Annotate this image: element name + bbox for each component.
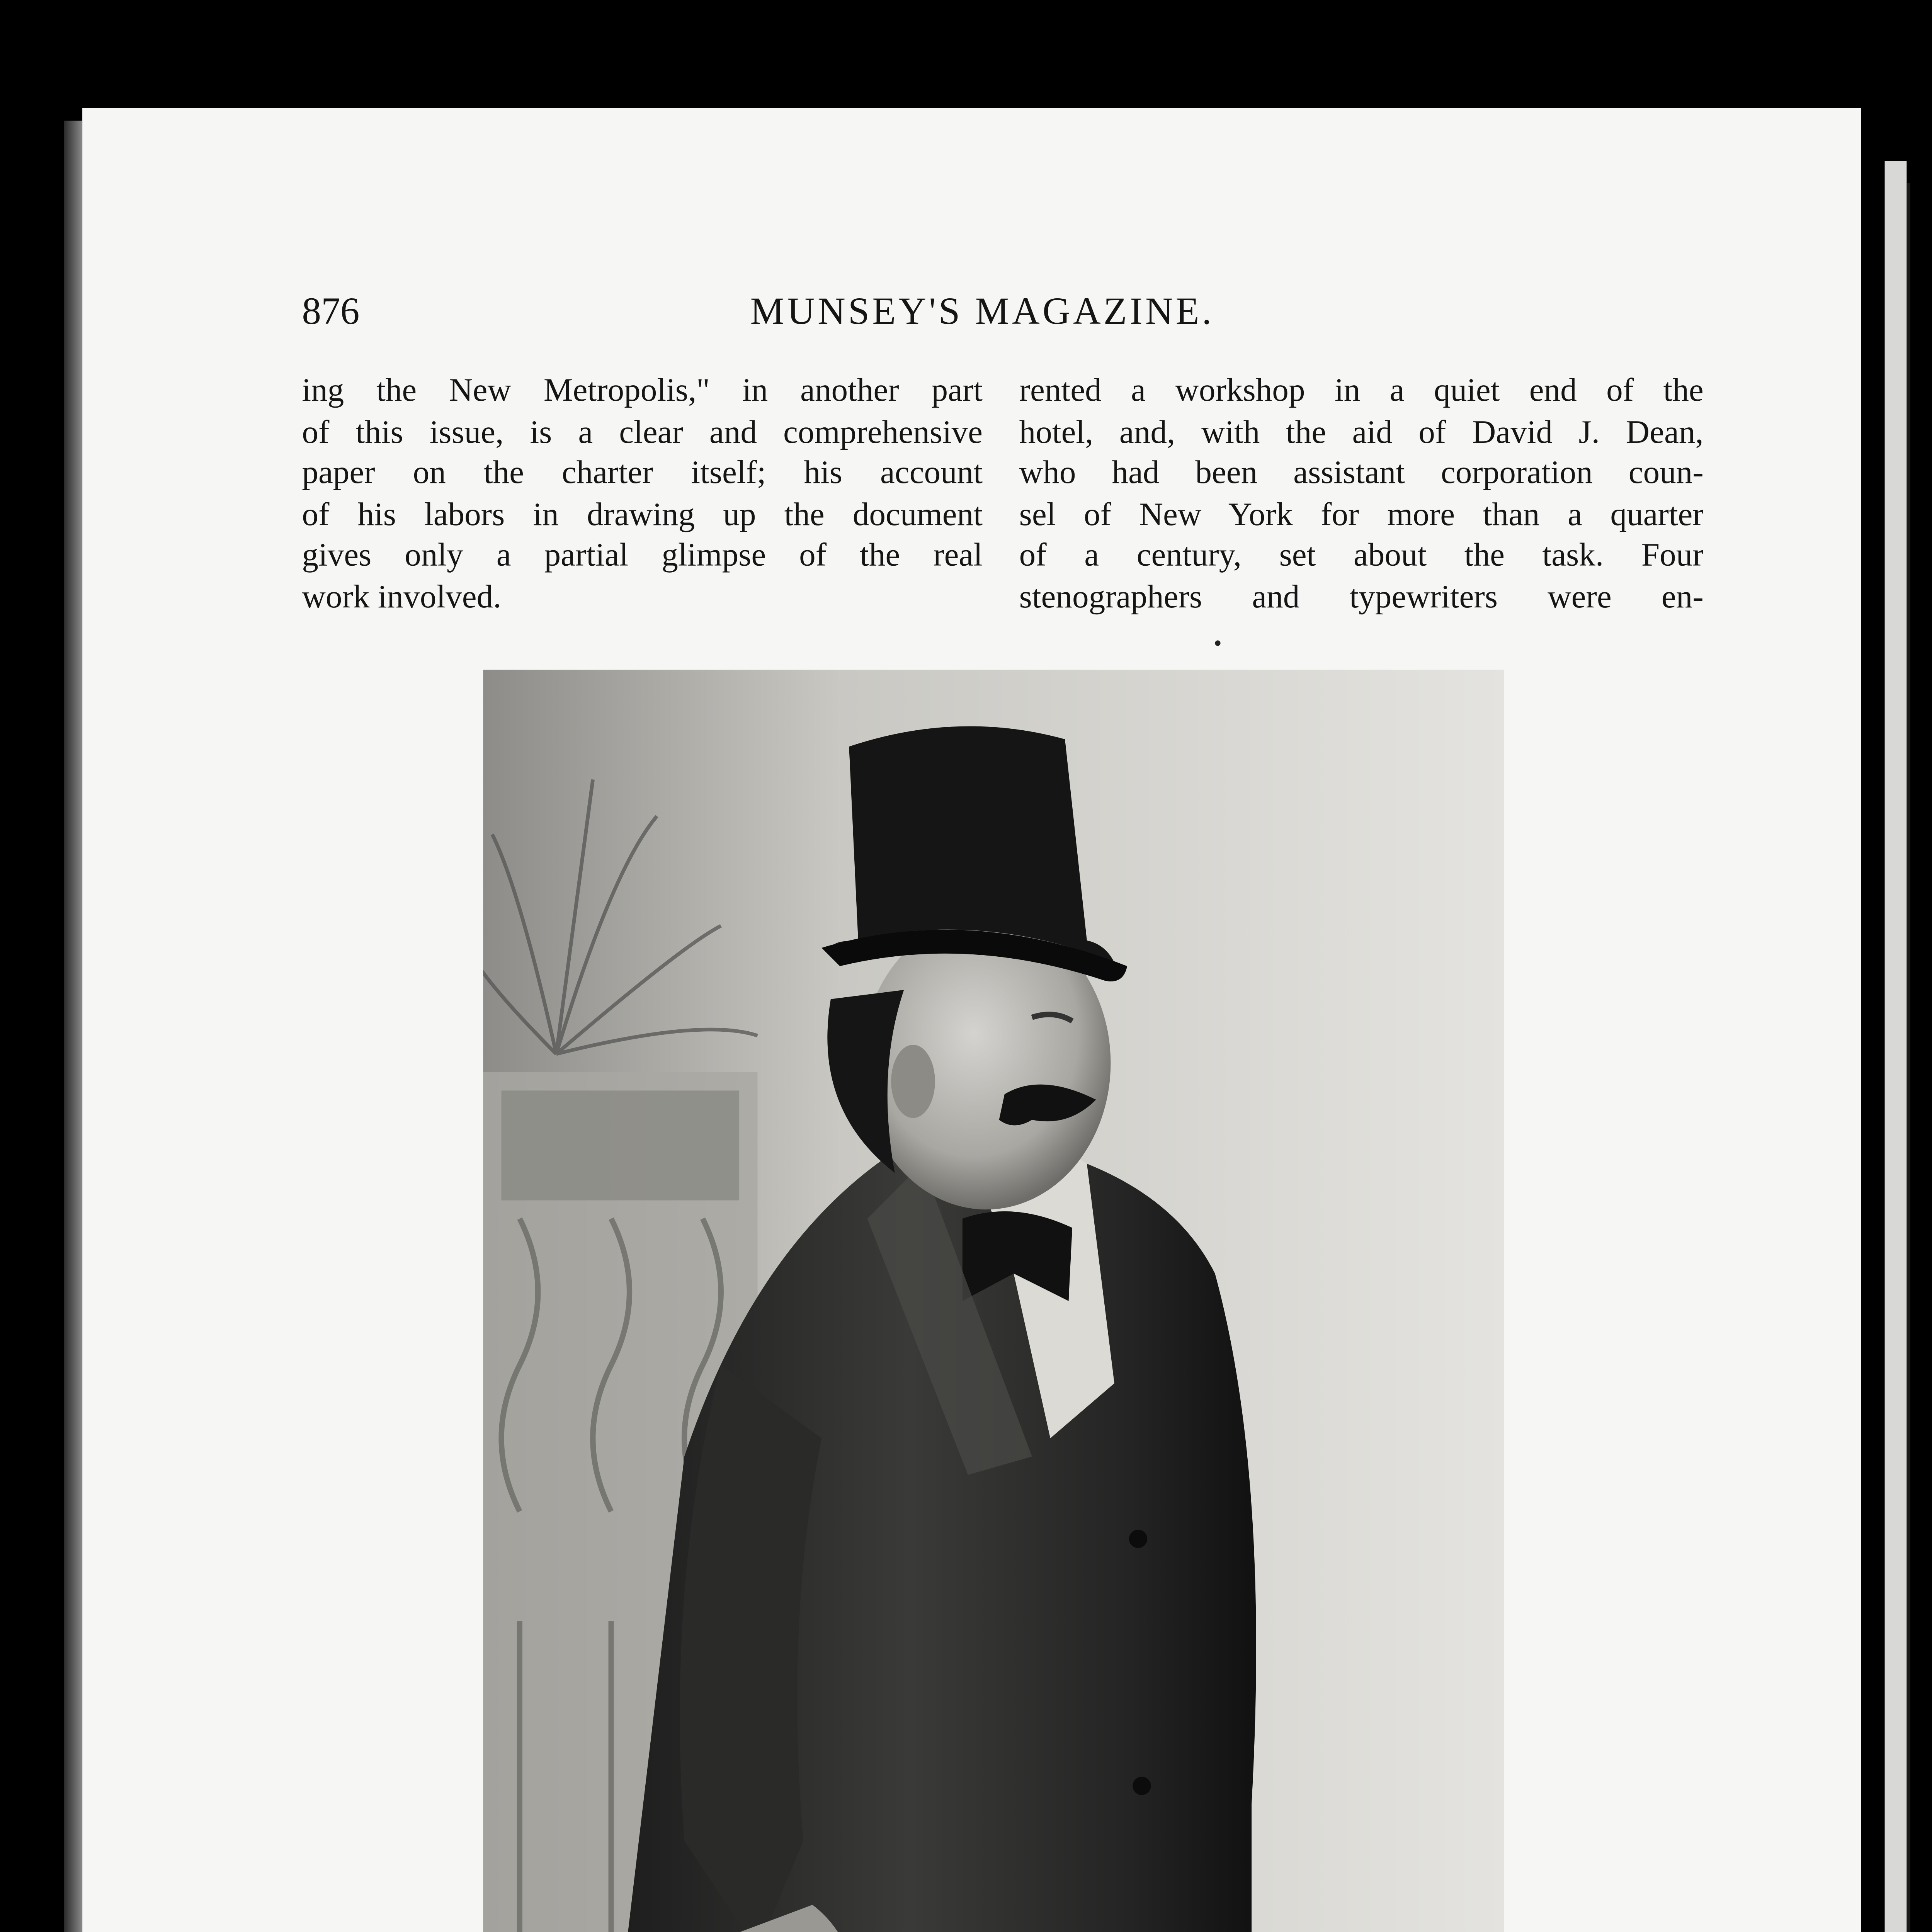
- text-line: paper on the charter itself; his account: [302, 454, 983, 491]
- text-line: hotel, and, with the aid of David J. Dean,: [1019, 412, 1704, 449]
- scan-speck: [1215, 640, 1220, 646]
- text-line: of his labors in drawing up the document: [302, 495, 983, 532]
- text-line: of this issue, is a clear and comprehensive: [302, 412, 983, 449]
- text-line: stenographers and typewriters were en-: [1019, 577, 1704, 614]
- text-line: gives only a partial glimpse of the real: [302, 536, 983, 573]
- upper-left-column: [302, 370, 983, 617]
- spine-binding-line: [1906, 183, 1910, 1932]
- page-edge: [64, 121, 82, 1932]
- running-head: [302, 289, 1703, 344]
- text-line: ing the New Metropolis," in another part: [302, 371, 983, 408]
- portrait-photograph: [483, 670, 1504, 1932]
- text-line: rented a workshop in a quiet end of the: [1019, 371, 1704, 408]
- text-line: of a century, set about the task. Four: [1019, 536, 1704, 573]
- upper-right-column: [1019, 370, 1704, 617]
- text-line: who had been assistant corporation coun-: [1019, 454, 1704, 491]
- page-number: 876: [302, 289, 360, 333]
- portrait-illustration: [483, 670, 1504, 1932]
- text-line: work involved.: [302, 577, 502, 614]
- text-line: sel of New York for more than a quarter: [1019, 495, 1704, 532]
- magazine-title: MUNSEY'S MAGAZINE.: [750, 289, 1214, 333]
- next-page-edge: [1885, 161, 1907, 1932]
